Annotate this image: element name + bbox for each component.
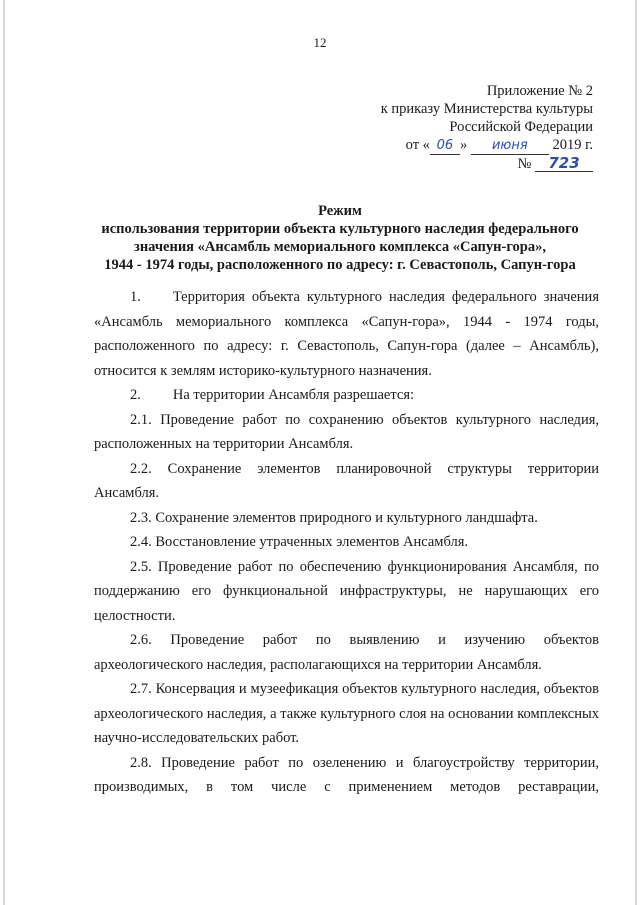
appendix-number xyxy=(381,155,593,173)
date-prefix: от « xyxy=(405,137,430,153)
date-month-handwritten: июня xyxy=(471,138,549,155)
paragraph-number: 2. xyxy=(130,387,141,403)
scan-edge-left xyxy=(3,0,5,905)
paragraph-2-8: 2.8. Проведение работ по озеленению и благоустройству территории, производимых, в том числе с применением методов реставрации, xyxy=(94,754,599,795)
paragraph-text: На территории Ансамбля разрешается: xyxy=(172,387,415,403)
paragraph-1 xyxy=(94,285,599,383)
paragraph-text: Территория объекта культурного наследия федерального значения «Ансамбль мемориального комплекса «Сапун-гора», 1944 - 1974 годы, расположенного по адресу: г. Севастополь, Сапун-гора (далее – Ансамбль), относится к землям историко-культурного назначения. xyxy=(94,289,599,379)
paragraph-2-3: 2.3. Сохранение элементов природного и культурного ландшафта. xyxy=(130,509,538,526)
title-line4: 1944 - 1974 годы, расположенного по адресу: г. Севастополь, Сапун-гора xyxy=(104,257,576,273)
appendix-line3: Российской Федерации xyxy=(449,119,593,135)
appendix-header xyxy=(381,82,593,173)
document-body xyxy=(94,285,599,800)
appendix-date xyxy=(381,136,593,155)
appendix-line2: к приказу Министерства культуры xyxy=(380,101,593,117)
paragraph-2-4: 2.4. Восстановление утраченных элементов Ансамбля. xyxy=(130,534,469,550)
paragraph-2-5: 2.5. Проведение работ по обеспечению функционирования Ансамбля, по поддержанию его функциональной инфраструктуры, не нарушающих его целостности. xyxy=(94,558,599,624)
page-number: 12 xyxy=(313,35,327,50)
date-year: 2019 г. xyxy=(552,137,593,153)
paragraph-2 xyxy=(94,383,599,408)
date-mid: » xyxy=(459,137,468,153)
paragraph-2-6: 2.6. Проведение работ по выявлению и изучению объектов археологического наследия, располагающихся на территории Ансамбля. xyxy=(94,632,599,673)
title-line2: использования территории объекта культурного наследия федерального xyxy=(101,221,579,237)
number-handwritten: 723 xyxy=(535,155,593,172)
appendix-line1: Приложение № 2 xyxy=(486,83,593,99)
document-title xyxy=(60,202,620,274)
number-label: № xyxy=(517,156,532,172)
paragraph-2-2: 2.2. Сохранение элементов планировочной структуры территории Ансамбля. xyxy=(94,460,599,501)
paragraph-2-7: 2.7. Консервация и музеефикация объектов культурного наследия, объектов археологического наследия, а также культурного слоя на основании комплексных научно-исследовательских работ. xyxy=(94,681,599,746)
paragraph-number: 1. xyxy=(130,289,141,305)
date-day-handwritten: 06 xyxy=(430,138,460,155)
title-line1: Режим xyxy=(318,203,362,219)
scan-edge-right xyxy=(635,0,637,905)
title-line3: значения «Ансамбль мемориального комплекса «Сапун-гора», xyxy=(134,239,546,255)
paragraph-2-1: 2.1. Проведение работ по сохранению объектов культурного наследия, расположенных на территории Ансамбля. xyxy=(94,411,599,452)
